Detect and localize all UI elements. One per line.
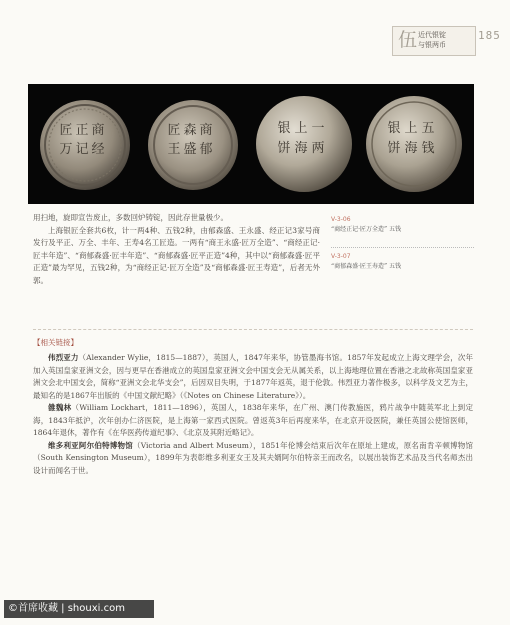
coin-char: 海 [404,141,418,156]
coin-char: 万 [59,142,73,157]
body-paragraph: 用扫地，旋即宣告废止，多数回炉铸锭，因此存世量极少。 [33,213,228,222]
coin-char: 一 [311,121,325,136]
coin-image-3 [254,94,354,194]
coin-char: 两 [311,141,325,156]
coin-char: 饼 [277,141,291,156]
coin-char: 记 [75,142,89,157]
site-watermark [4,600,154,618]
coin-char: 上 [404,121,418,136]
entry-text: （Victoria and Albert Museum），1851年伦博会结束后次年在原址上建成，原名南肯辛顿博物馆（South Kensington Museum），1899年为表彰维多利亚女王及其夫婿阿尔伯特亲王而改名，以展出装饰艺术品及当代名师杰出设计而闻名于世。 [33,440,473,475]
entry-text: （William Lockhart，1811—1896），英国人，1838年来华，在广州、澳门传教施医，鸦片战争中随英军北上到定海，1843年抵沪，次年创办仁济医院，是上海第一家西式医院。曾返英3年后再度来华，在北京开设医院，兼任英国公使馆医师，1864年退休，著作有《在华医药传道纪事》、《北京及其附近略记》。 [33,403,474,437]
copyright-icon: © [8,603,18,614]
coin-char: 商 [91,123,105,138]
caption-id: V-3-07 [331,253,351,260]
coin-char: 海 [294,141,308,156]
coin-char: 钱 [421,141,435,156]
body-text [33,212,320,287]
page-number: 185 [478,29,501,42]
coin-char: 郁 [199,142,213,157]
coin-char: 盛 [183,142,197,157]
coin-char: 森 [183,123,197,138]
coin-photograph [28,84,474,204]
coin-char: 饼 [387,141,401,156]
coin-char: 上 [294,121,308,136]
entry-title: 雒魏林 [48,403,72,412]
related-entry [33,352,473,402]
coin-image-2 [146,98,240,192]
coin-char: 匠 [167,123,181,138]
coin-char: 五 [421,121,435,136]
entry-title: 伟烈亚力 [48,353,79,362]
coin-char: 经 [91,142,105,157]
body-paragraph: 上海银匠全套共6枚，计一两4种、五钱2种，由郁森盛、王永盛、经正记3家号商发行及平正、万全、丰年、王寿4名工匠造。一两有“商王永盛·匠万全造”、“商经正记·匠丰年造”、“商郁森盛·匠丰年造”、“商郁森盛·匠平正造”4种，其中以“商郁森盛·匠平正造”最为罕见，五钱2种，为“商经正记·匠万全造”及“商郁森盛·匠王寿造”，后者无外郭。 [33,225,320,285]
coin-char: 银 [277,121,291,136]
related-links-heading: 【相关链接】 [33,338,78,347]
related-entries [33,352,473,477]
chapter-glyph: 伍 [398,29,418,51]
coin-image-4 [364,94,464,194]
coin-image-1 [38,98,132,192]
coin-char: 王 [167,142,181,157]
caption-divider [331,247,474,248]
chapter-title-line2: 与银两币 [418,41,446,49]
watermark-text: 首席收藏 | shouxi.com [18,603,125,614]
section-divider [33,329,473,330]
chapter-title-line1: 近代银锭 [418,31,446,39]
caption-id: V-3-06 [331,216,351,223]
caption-text: “商经正记·匠万全造” 五钱 [331,226,401,233]
related-entry [33,402,473,440]
coin-char: 银 [387,121,401,136]
coin-char: 商 [199,123,213,138]
related-entry [33,440,473,478]
entry-title: 维多利亚阿尔伯特博物馆 [48,440,133,450]
coin-char: 正 [75,123,89,138]
entry-text: （Alexander Wylie，1815—1887），英国人，1847年来华，协管墨海书馆。1857年发起成立上海文理学会，次年加入英国皇家亚洲文会，因与更早在香港成立的英国皇家亚洲文会中国支会无从属关系，以上海地理位置在香港之北故称英国皇家亚洲文会北中国支会，简称“亚洲文会北华支会”，后因双目失明，于1877年返英，退于伦敦。伟烈亚力著作极多，以科学及文艺为主，最知名的是1867年出版的《中国文献纪略》（《Notes on Chinese Literature》）。 [33,353,474,400]
coin-char: 匠 [59,123,73,138]
caption-text: “商郁森盛·匠王寿造” 五钱 [331,263,401,270]
